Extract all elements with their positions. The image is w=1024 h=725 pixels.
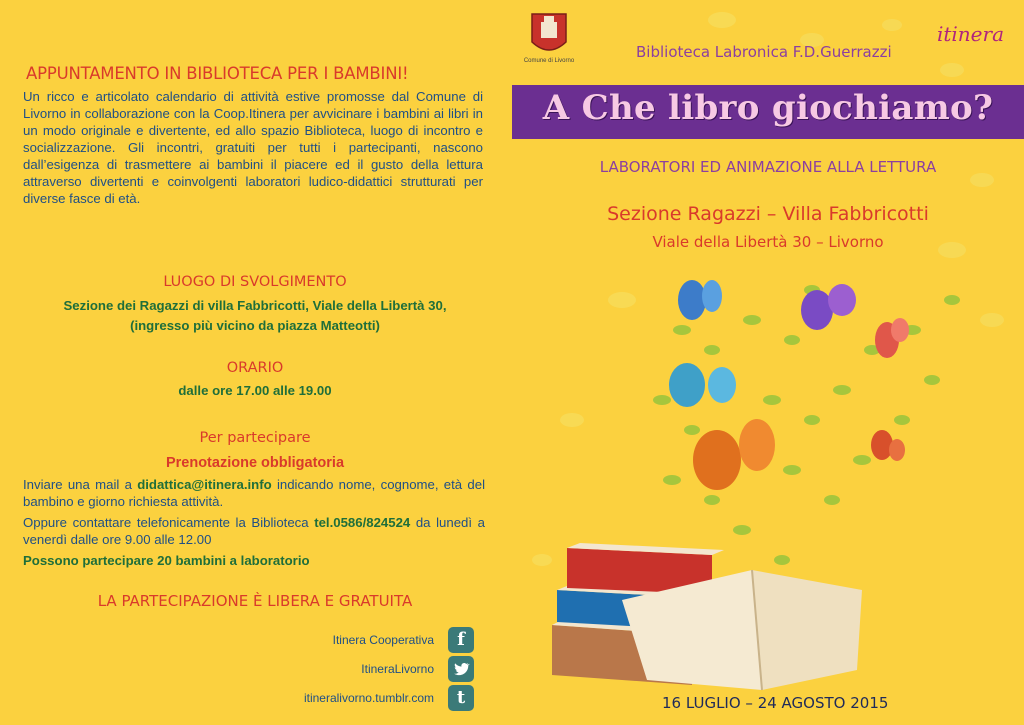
crest-label: Comune di Livorno [523,58,575,64]
mail-instructions [23,476,485,510]
tumblr-label: itineralivorno.tumblr.com [303,691,434,705]
main-title: A Che libro giochiamo? [542,88,994,128]
right-panel [512,0,1024,725]
location-text [20,296,490,336]
participation-heading: Per partecipare [199,430,311,446]
location-heading: LUOGO DI SVOLGIMENTO [163,274,347,290]
phone-number[interactable]: tel.0586/824524 [314,515,411,530]
colored-butterflies [669,280,909,490]
twitter-icon[interactable] [448,656,474,682]
capacity-text: Possono partecipare 20 bambini a laboratorio [23,553,310,568]
social-twitter[interactable] [282,656,512,684]
twitter-label: ItineraLivorno [361,662,434,676]
butterfly-small-orange-icon [871,430,905,461]
butterfly-teal-icon [669,363,736,407]
social-facebook[interactable] [282,627,512,655]
green-butterfly-swarm [653,285,960,594]
mail-post: indicando nome, cognome, età del bambino e giorno richiesta attività. [23,477,485,509]
butterfly-blue-icon [678,280,722,320]
title-band [512,85,1024,139]
schedule-heading: ORARIO [226,360,284,376]
capacity-note [23,552,485,569]
event-dates: 16 LUGLIO – 24 AGOSTO 2015 [662,694,889,712]
mail-pre: Inviare una mail a [23,477,138,492]
subtitle: LABORATORI ED ANIMAZIONE ALLA LETTURA [599,158,937,176]
intro-paragraph: Un ricco e articolato calendario di attività estive promosse dal Comune di Livorno in collaborazione con la Coop.Itinera per avvicinare i bambini ai libri in un modo originale e divertente, ed allo spazio Biblioteca, luogo di incontro e socializzazione. Gli incontri, gratuiti per tutti i partecipanti, nascono dall’esigenza di trasmettere ai bambini il piacere ed il gusto della lettura attraverso divertenti e coinvolgenti laboratori ludico-didattici strutturati per diverse fasce di età. [23,89,483,206]
free-participation-heading: LA PARTECIPAZIONE È LIBERA E GRATUITA [97,592,413,610]
phone-post: da lunedì a venerdì dalle ore 9.00 alle 12.00 [23,515,485,547]
email-link[interactable]: didattica@itinera.info [137,477,272,492]
schedule-text: dalle ore 17.00 alle 19.00 [178,383,332,398]
butterfly-orange-icon [693,419,775,490]
location-line-2: (ingresso più vicino da piazza Matteotti) [130,318,380,333]
contact-block [23,476,485,573]
facebook-icon[interactable]: f [448,627,474,653]
comune-livorno-crest-icon [528,8,570,62]
intro-title: APPUNTAMENTO IN BIBLIOTECA PER I BAMBINI! [26,64,409,83]
location-line-1: Sezione dei Ragazzi di villa Fabbricotti, Viale della Libertà 30, [63,298,447,313]
address: Viale della Libertà 30 – Livorno [652,233,884,251]
section-name: Sezione Ragazzi – Villa Fabbricotti [607,203,929,225]
library-name: Biblioteca Labronica F.D.Guerrazzi [636,43,892,61]
butterfly-red-icon [875,318,909,358]
phone-instructions [23,514,485,548]
social-tumblr[interactable] [282,685,512,713]
booking-required: Prenotazione obbligatoria [165,455,345,471]
facebook-label: Itinera Cooperativa [332,633,434,647]
itinera-logo: itinera [936,22,1004,46]
tumblr-icon[interactable]: t [448,685,474,711]
phone-pre: Oppure contattare telefonicamente la Biblioteca [23,515,315,530]
